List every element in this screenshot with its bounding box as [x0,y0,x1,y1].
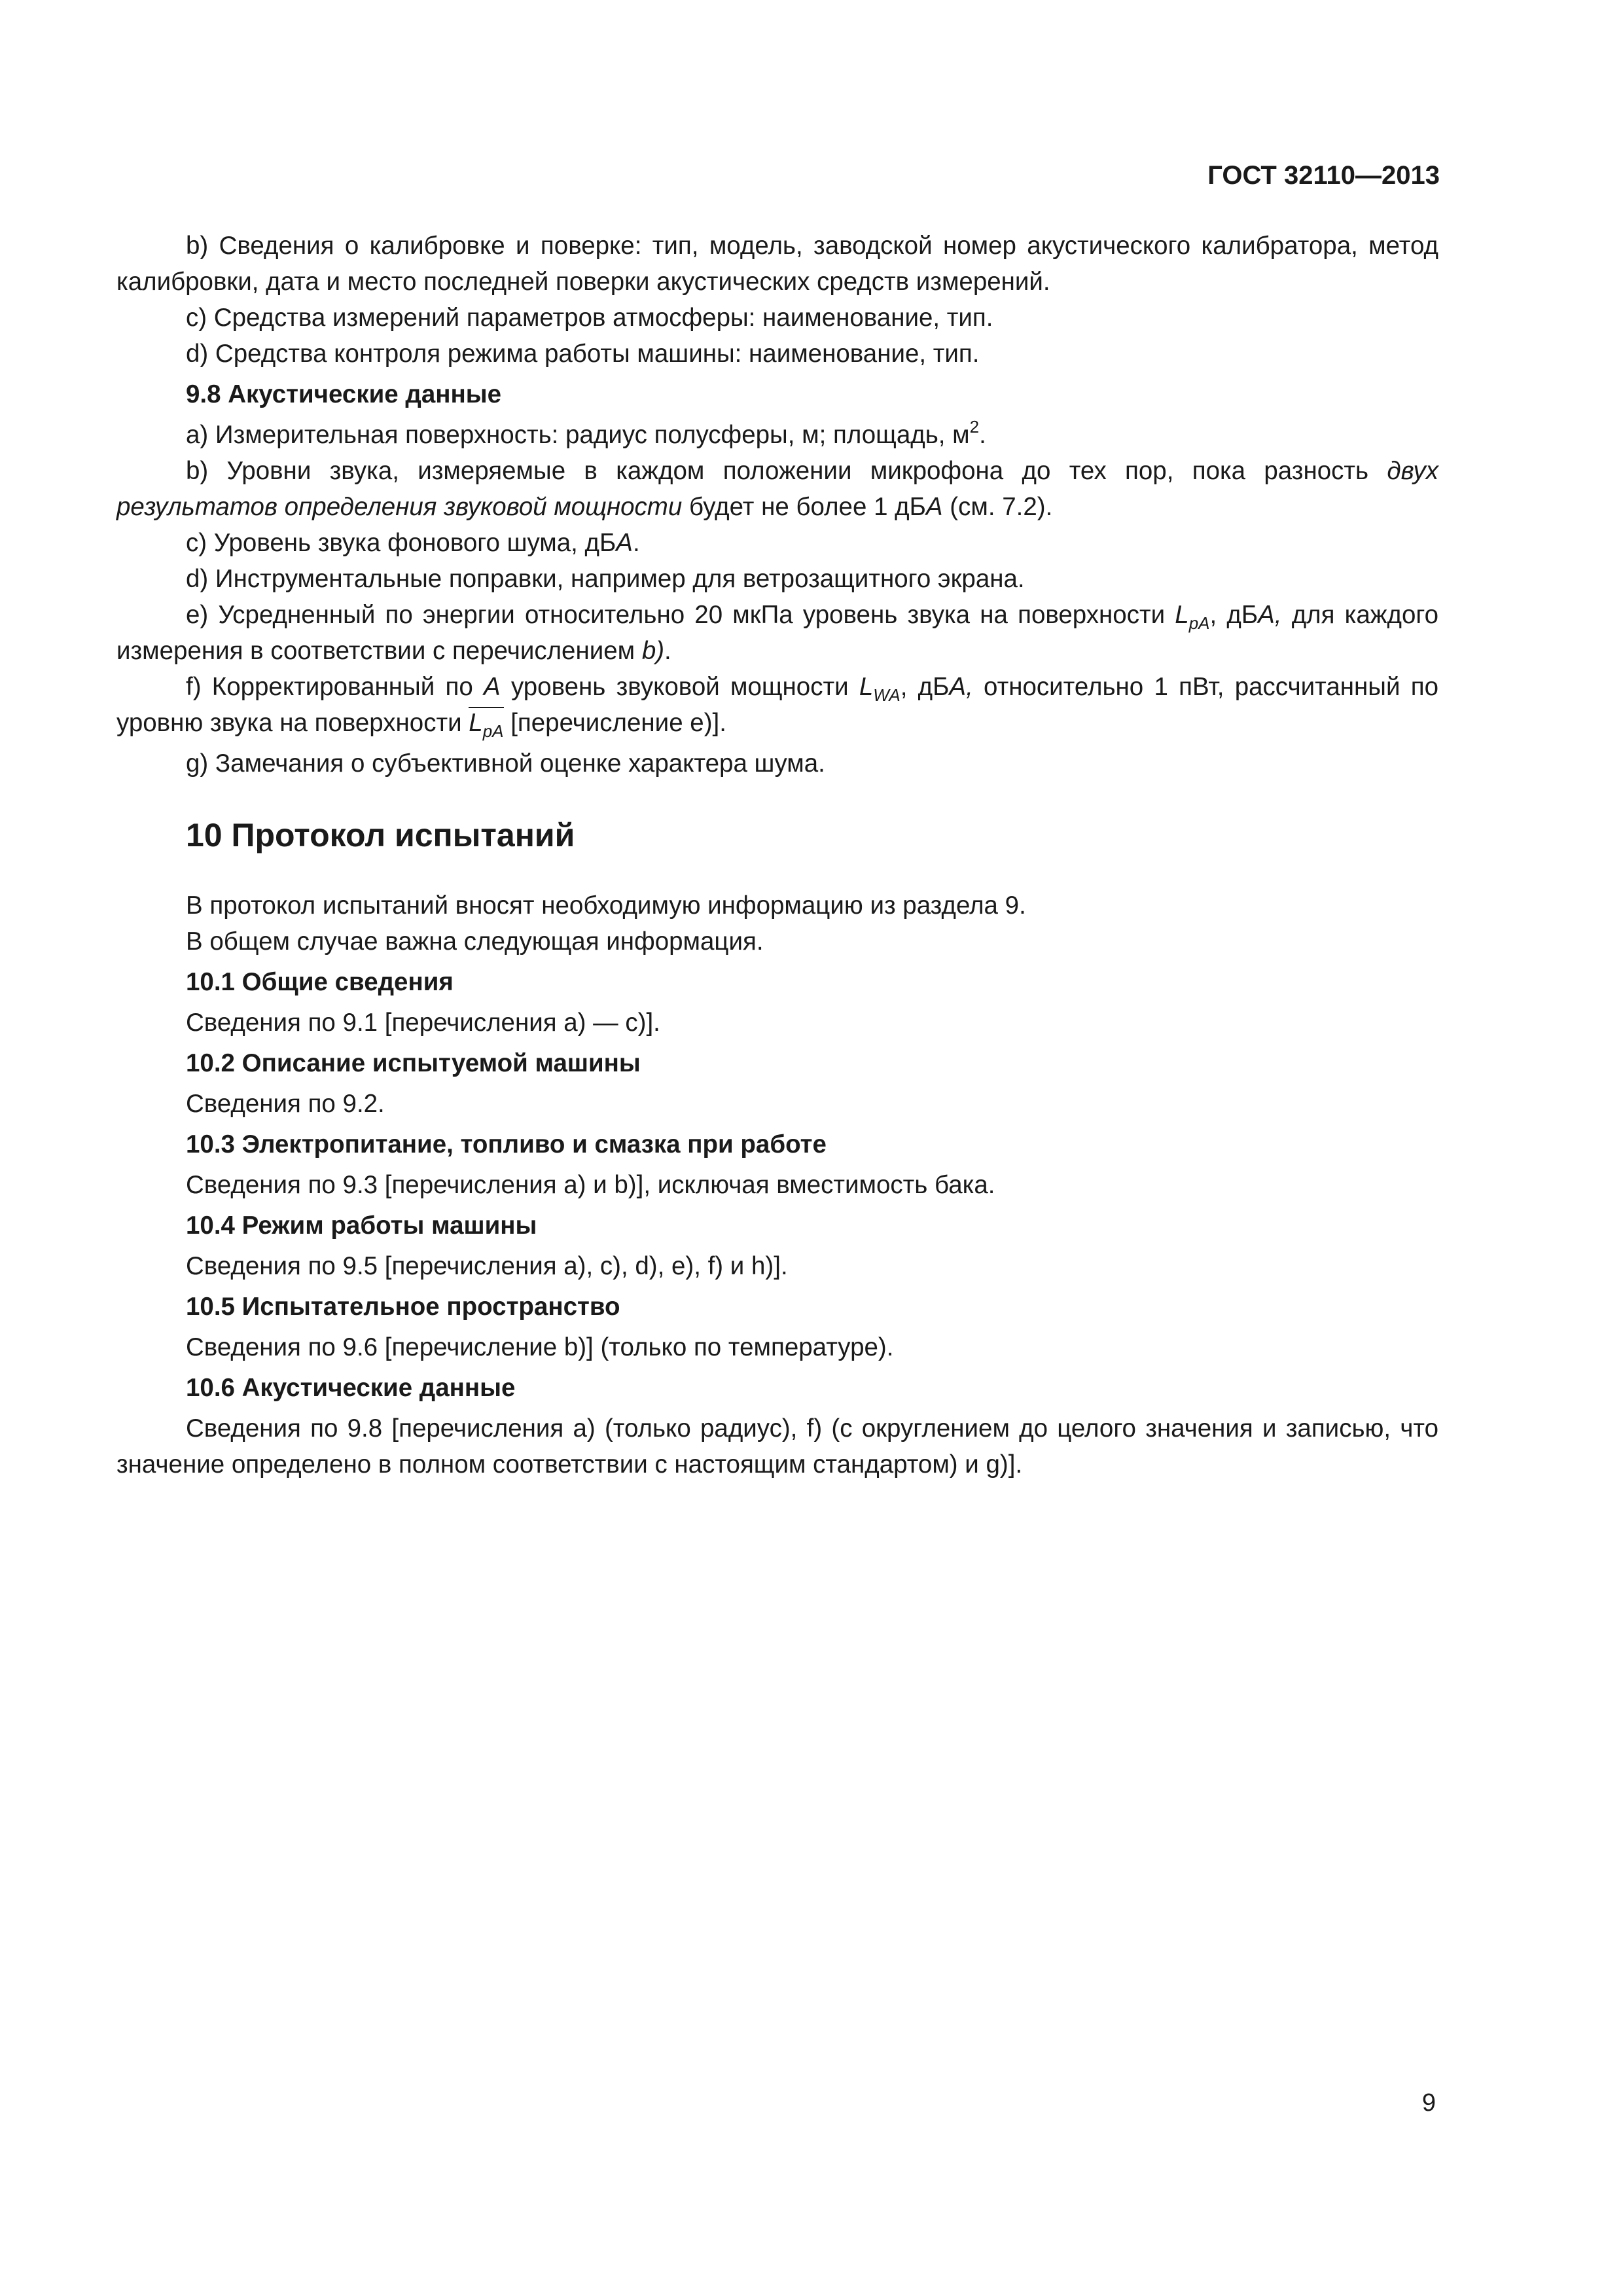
section-10-intro-1: В протокол испытаний вносят необходимую информацию из раздела 9. [186,891,1026,920]
page-content [116,228,1438,1482]
section-10-intro-2: В общем случае важна следующая информация. [186,927,764,956]
text-10-3: Сведения по 9.3 [перечисления a) и b)], исключая вместимость бака. [186,1171,995,1199]
heading-10-4: 10.4 Режим работы машины [186,1211,537,1240]
text-10-4: Сведения по 9.5 [перечисления a), c), d), e), f) и h)]. [186,1252,788,1280]
item-9-8-e: e) Усредненный по энергии относительно 20 мкПа уровень звука на поверхности $L_{pA}$, дБA, для каждого измерения в соответствии с перечислением b). [116,601,1438,665]
item-9-8-b: b) Уровни звука, измеряемые в каждом положении микрофона до тех пор, пока разность двух результатов определения звуковой мощности будет не более 1 дБA (см. 7.2). [116,457,1438,521]
item-9-7-c: c) Средства измерений параметров атмосферы: наименование, тип. [186,304,993,332]
item-9-7-d: d) Средства контроля режима работы машины: наименование, тип. [186,340,980,368]
text-10-5: Сведения по 9.6 [перечисление b)] (только по температуре). [186,1333,894,1361]
item-9-8-f: f) Корректированный по A уровень звуковой мощности $L_{WA}$, дБA, относительно 1 пВт, рассчитанный по уровню звука на поверхности $L_{pA}$ [перечисление e)]. [116,673,1438,741]
text-10-2: Сведения по 9.2. [186,1090,385,1118]
item-9-8-a: a) Измерительная поверхность: радиус полусферы, м; площадь, $м^2$. [186,417,986,449]
item-9-8-c: c) Уровень звука фонового шума, дБA. [186,529,640,557]
item-9-8-g: g) Замечания о субъективной оценке характера шума. [186,749,825,778]
section-10-title: 10 Протокол испытаний [186,817,575,853]
text-10-1: Сведения по 9.1 [перечисления a) — c)]. [186,1009,660,1037]
heading-9-8: 9.8 Акустические данные [186,380,502,408]
heading-10-2: 10.2 Описание испытуемой машины [186,1049,641,1077]
heading-10-6: 10.6 Акустические данные [186,1374,516,1402]
item-9-7-b: b) Сведения о калибровке и поверке: тип, модель, заводской номер акустического калибратора, метод калибровки, дата и место последней поверки акустических средств измерений. [116,232,1438,296]
standard-header: ГОСТ 32110—2013 [1207,161,1440,190]
heading-10-3: 10.3 Электропитание, топливо и смазка при работе [186,1130,827,1158]
overlined-lpa: $L_{pA}$ [469,707,503,737]
item-9-8-d: d) Инструментальные поправки, например для ветрозащитного экрана. [186,565,1025,593]
heading-10-1: 10.1 Общие сведения [186,968,454,996]
heading-10-5: 10.5 Испытательное пространство [186,1293,620,1321]
page-number: 9 [1421,2089,1436,2117]
text-10-6: Сведения по 9.8 [перечисления a) (только радиус), f) (с округлением до целого значения и записью, что значение определено в полном соответствии с настоящим стандартом) и g)]. [116,1414,1438,1479]
